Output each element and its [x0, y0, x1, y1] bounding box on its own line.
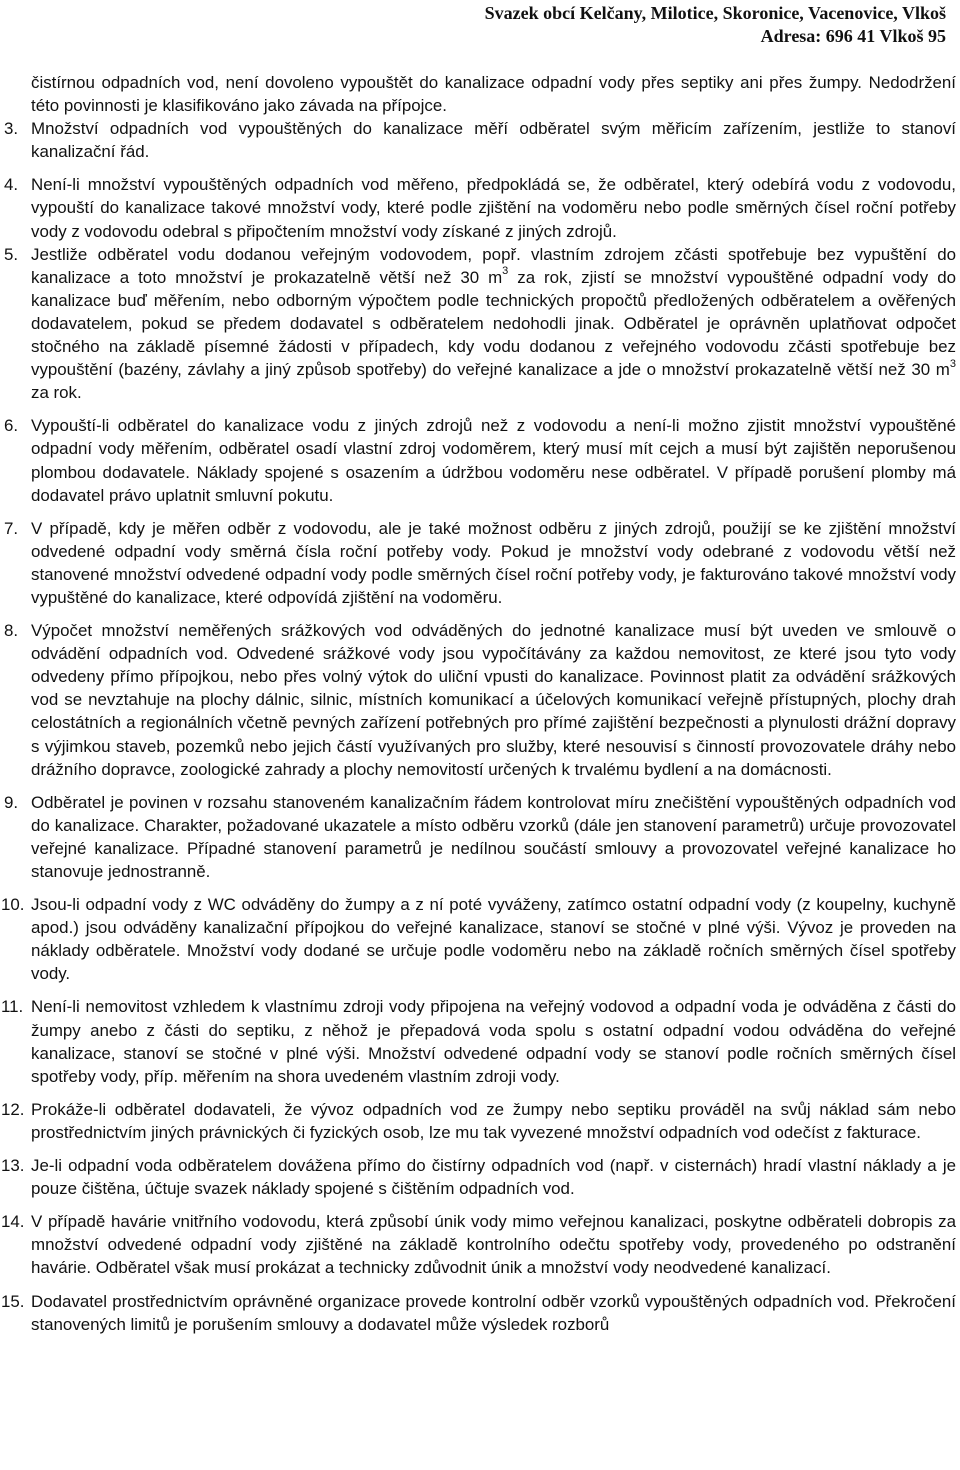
- item-number: 12.: [1, 1099, 25, 1119]
- item-text: Jsou-li odpadní vody z WC odváděny do žumpy a z ní poté vyváženy, zatímco ostatní odpadní vody (z koupelny, kuchyně apod.) jsou odváděny kanalizační přípojkou do veřejné kanalizace, stanoví se stočné v plné výši. Vývoz je proveden na náklady odběratele. Množství vody dodané se určuje podle vodoměru nebo na základě ročních směrných čísel spotřeby vody.: [31, 895, 956, 984]
- item-text: Odběratel je povinen v rozsahu stanoveném kanalizačním řádem kontrolovat míru znečištění vypouštěných odpadních vod do kanalizace. Charakter, požadované ukazatele a místo odběru vzorků (dále jen stanovení parametrů) určuje provozovatel veřejné kanalizace. Případné stanovení parametrů je nedílnou součástí smlouvy a provozovatel veřejné kanalizace ho stanovuje jednostranně.: [31, 792, 956, 881]
- item-text-a: Jestliže odběratel vodu dodanou veřejným vodovodem, popř. vlastním zdrojem zčásti spotřebuje bez vypuštění do kanalizace a toto množství je prokazatelně větší než 30 m: [31, 244, 956, 287]
- header-address: Adresa: 696 41 Vlkoš 95: [760, 26, 946, 46]
- item-number: 13.: [1, 1156, 25, 1176]
- list-item-12: [1, 1098, 956, 1144]
- item-text: Dodavatel prostřednictvím oprávněné organizace provede kontrolní odběr vzorků vypouštěných odpadních vod. Překročení stanovených limitů je porušením smlouvy a dodavatel může výsledek rozborů: [31, 1291, 956, 1334]
- list-item-5: [4, 243, 956, 405]
- item-text: Výpočet množství neměřených srážkových vod odváděných do jednotné kanalizace musí být uveden ve smlouvě o odvádění odpadních vod. Odvedené srážkové vody jsou vypočítávány za každou nemovitost, ze které jsou tyto vody odvedeny přímo přípojkou, nebo přes volný výtok do uliční vpusti do kanalizace. Povinnost platit za odvádění srážkových vod se nevztahuje na plochy dálnic, silnic, místních komunikací a účelových komunikací veřejně přístupných, plochy drah celostátních a regionálních včetně pevných zařízení potřebných pro přímé zajištění bezpečnosti a plynulosti drážní dopravy s výjimkou staveb, pozemků nebo jejich částí využívaných pro služby, které nesouvisí s činností provozovatele dráhy nebo drážního dopravce, zoologické zahrady a plochy nemovitostí určených k trvalému bydlení a na domácnosti.: [31, 621, 956, 779]
- item-text: Prokáže-li odběratel dodavateli, že vývoz odpadních vod ze žumpy nebo septiku prováděl na svůj náklad sám nebo prostřednictvím jiných právnických či fyzických osob, lze mu tak vyvezené množství odpadních vod odečíst z fakturace.: [31, 1099, 956, 1142]
- list-item-13: [1, 1154, 956, 1200]
- list-item-15: [1, 1290, 956, 1336]
- item-number: 9.: [4, 792, 19, 812]
- list-item-7: [4, 517, 956, 609]
- item-number: 4.: [4, 175, 19, 195]
- intro-paragraph: čistírnou odpadních vod, není dovoleno vypouštět do kanalizace odpadní vody přes septiky ani přes žumpy. Nedodržení této povinnosti je klasifikováno jako závada na přípojce.: [31, 73, 956, 116]
- item-number: 7.: [4, 518, 19, 538]
- item-text: V případě, kdy je měřen odběr z vodovodu, ale je také možnost odběru z jiných zdrojů, použijí se ke zjištění množství odvedené odpadní vody směrná čísla roční potřeby vody. Pokud je množství vody odebrané z vodovodu větší než stanovené množství odvedené odpadní vody podle směrných čísel roční potřeby vody, je fakturováno takové množství vody vypuštěné do kanalizace, které odpovídá zjištění na vodoměru.: [31, 518, 956, 607]
- item-text: V případě havárie vnitřního vodovodu, která způsobí únik vody mimo veřejnou kanalizaci, poskytne odběrateli dobropis za množství odvedené odpadní vody zjištěné na základě kontrolního odečtu spotřeby vody, provedeného po odstranění havárie. Odběratel však musí prokázat a technicky zdůvodnit únik a množství vody neodvedené kanalizací.: [31, 1212, 956, 1278]
- list-item-11: [1, 995, 956, 1087]
- list-item-9: [4, 791, 956, 883]
- list-item-4: [4, 173, 956, 242]
- document-body: [1, 71, 956, 1346]
- item-text-b: za rok, zjistí se množství vypouštěné odpadní vody do kanalizace buď měřením, nebo odborným výpočtem podle technických propočtů předložených odběratelem a ověřených dodavatelem, pokud se předem dodavatel s odběratelem nedohodli jinak. Odběratel je oprávněn uplatňovat odpočet stočného na základě písemné žádosti v případech, kdy vodu dodanou z veřejného vodovodu zčásti spotřebuje bez vypouštění (bazény, závlahy a jiný způsob spotřeby) do veřejné kanalizace a jde o množství prokazatelně větší než 30 m: [31, 267, 956, 380]
- list-item-6: [4, 414, 956, 506]
- superscript: 3: [949, 357, 956, 370]
- item-text: Množství odpadních vod vypouštěných do kanalizace měří odběratel svým měřicím zařízením, jestliže to stanoví kanalizační řád.: [31, 119, 956, 162]
- item-number: 8.: [4, 621, 19, 641]
- list-item-3: [4, 117, 956, 163]
- item-number: 10.: [1, 895, 25, 915]
- numbered-list: [1, 117, 956, 1336]
- item-text: Není-li nemovitost vzhledem k vlastnímu zdroji vody připojena na veřejný vodovod a odpadní voda je odváděna z části do žumpy anebo z části do septiku, z něhož je přepadová voda spolu s ostatní odpadní vodou odváděna do veřejné kanalizace, stanoví se stočné v plné výši. Množství odvedené odpadní vody se stanoví podle ročních směrných čísel spotřeby vody, příp. měřením na shora uvedeném vlastním zdroji vody.: [31, 997, 956, 1086]
- item-number: 11.: [1, 997, 24, 1017]
- superscript: 3: [502, 265, 509, 278]
- item-number: 6.: [4, 416, 19, 436]
- list-item-8: [4, 619, 956, 781]
- item-number: 14.: [1, 1212, 25, 1232]
- item-text: Není-li množství vypouštěných odpadních vod měřeno, předpokládá se, že odběratel, který odebírá vodu z vodovodu, vypouští do kanalizace takové množství vody, které podle zjištění na vodoměru nebo podle směrných čísel roční potřeby vody z vodovodu odebral s připočtením množství vody získané z jiných zdrojů.: [31, 175, 956, 241]
- header-organization: Svazek obcí Kelčany, Milotice, Skoronice, Vacenovice, Vlkoš: [484, 3, 946, 23]
- item-number: 15.: [1, 1291, 25, 1311]
- list-item-10: [1, 893, 956, 985]
- page-header: [485, 2, 946, 48]
- item-text: Je-li odpadní voda odběratelem dovážena přímo do čistírny odpadních vod (např. v cisternách) hradí vlastní náklady a je pouze čištěna, účtuje svazek náklady spojené s čištěním odpadních vod.: [31, 1156, 956, 1199]
- item-number: 5.: [4, 244, 19, 264]
- list-item-14: [1, 1210, 956, 1279]
- item-number: 3.: [4, 119, 19, 139]
- item-text-c: za rok.: [31, 383, 82, 403]
- item-text: Vypouští-li odběratel do kanalizace vodu z jiných zdrojů než z vodovodu a není-li možno zjistit množství vypouštěné odpadní vody měřením, odběratel osadí vlastní zdroj vodoměrem, který musí mít cejch a musí být zajištěn neporušenou plombou dodavatele. Náklady spojené s osazením a údržbou vodoměru nese odběratel. V případě porušení plomby má dodavatel právo uplatnit smluvní pokutu.: [31, 416, 956, 505]
